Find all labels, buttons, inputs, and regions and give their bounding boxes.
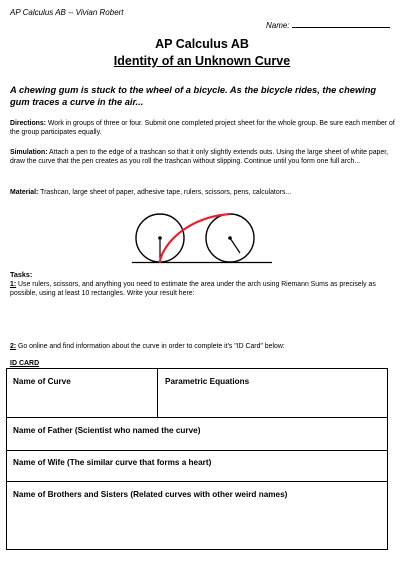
simulation-paragraph bbox=[10, 148, 395, 167]
task-1-text: Use rulers, scissors, and anything you need to estimate the area under the arch using Riemann Sums as precisely as possible, using at least 10 rectangles. Write your result here: bbox=[10, 281, 376, 298]
id-card-table bbox=[6, 368, 388, 550]
name-label: Name: bbox=[266, 21, 290, 30]
directions-label: Directions: bbox=[10, 120, 46, 127]
material-text: Trashcan, large sheet of paper, adhesive tape, rulers, scissors, pens, calculators... bbox=[38, 189, 292, 196]
page-title: AP Calculus AB bbox=[155, 37, 249, 51]
name-of-wife-cell[interactable]: Name of Wife (The similar curve that forms a heart) bbox=[13, 458, 212, 467]
name-of-curve-cell[interactable]: Name of Curve bbox=[13, 377, 71, 386]
id-card-row-divider-3 bbox=[7, 481, 387, 482]
tasks-label: Tasks: bbox=[10, 270, 33, 279]
intro-text: A chewing gum is stuck to the wheel of a bicycle. As the bicycle rides, the chewing gum traces a curve in the air... bbox=[10, 85, 377, 107]
page-subtitle: Identity of an Unknown Curve bbox=[113, 54, 291, 68]
cycloid-curve bbox=[160, 214, 229, 262]
id-card-column-divider bbox=[157, 369, 158, 418]
name-blank-line[interactable] bbox=[292, 20, 390, 28]
directions-paragraph bbox=[10, 119, 395, 138]
task-1-number: 1: bbox=[10, 281, 17, 288]
id-card-label: ID CARD bbox=[10, 360, 40, 367]
hub-left bbox=[158, 236, 162, 240]
parametric-equations-cell[interactable]: Parametric Equations bbox=[165, 377, 250, 386]
cycloid-diagram bbox=[128, 200, 276, 268]
id-card-row-divider-2 bbox=[7, 450, 387, 451]
hub-right bbox=[228, 236, 232, 240]
name-of-siblings-cell[interactable]: Name of Brothers and Sisters (Related curves with other weird names) bbox=[13, 490, 288, 499]
task-2-number: 2: bbox=[10, 343, 17, 350]
material-paragraph bbox=[10, 188, 395, 197]
name-field bbox=[266, 20, 390, 30]
material-label: Material: bbox=[10, 189, 39, 196]
task-2-paragraph bbox=[10, 342, 395, 351]
id-card-row-divider-1 bbox=[7, 417, 387, 418]
directions-text: Work in groups of three or four. Submit one completed project sheet for the whole group. Be sure each member of the group participates equally. bbox=[10, 120, 395, 137]
task-1-paragraph bbox=[10, 280, 395, 299]
spoke-right bbox=[230, 238, 240, 253]
simulation-label: Simulation: bbox=[10, 149, 48, 156]
simulation-text: Attach a pen to the edge of a trashcan so that it only slightly extends outs. Using the large sheet of white paper, draw the curve that the pen creates as you roll the trashcan without slipping. Continue until you form one full arch... bbox=[10, 149, 389, 166]
course-author-header: AP Calculus AB -- Vivian Robert bbox=[10, 8, 124, 17]
name-of-father-cell[interactable]: Name of Father (Scientist who named the curve) bbox=[13, 426, 201, 435]
task-2-text: Go online and find information about the curve in order to complete it's "ID Card" below: bbox=[16, 343, 285, 350]
